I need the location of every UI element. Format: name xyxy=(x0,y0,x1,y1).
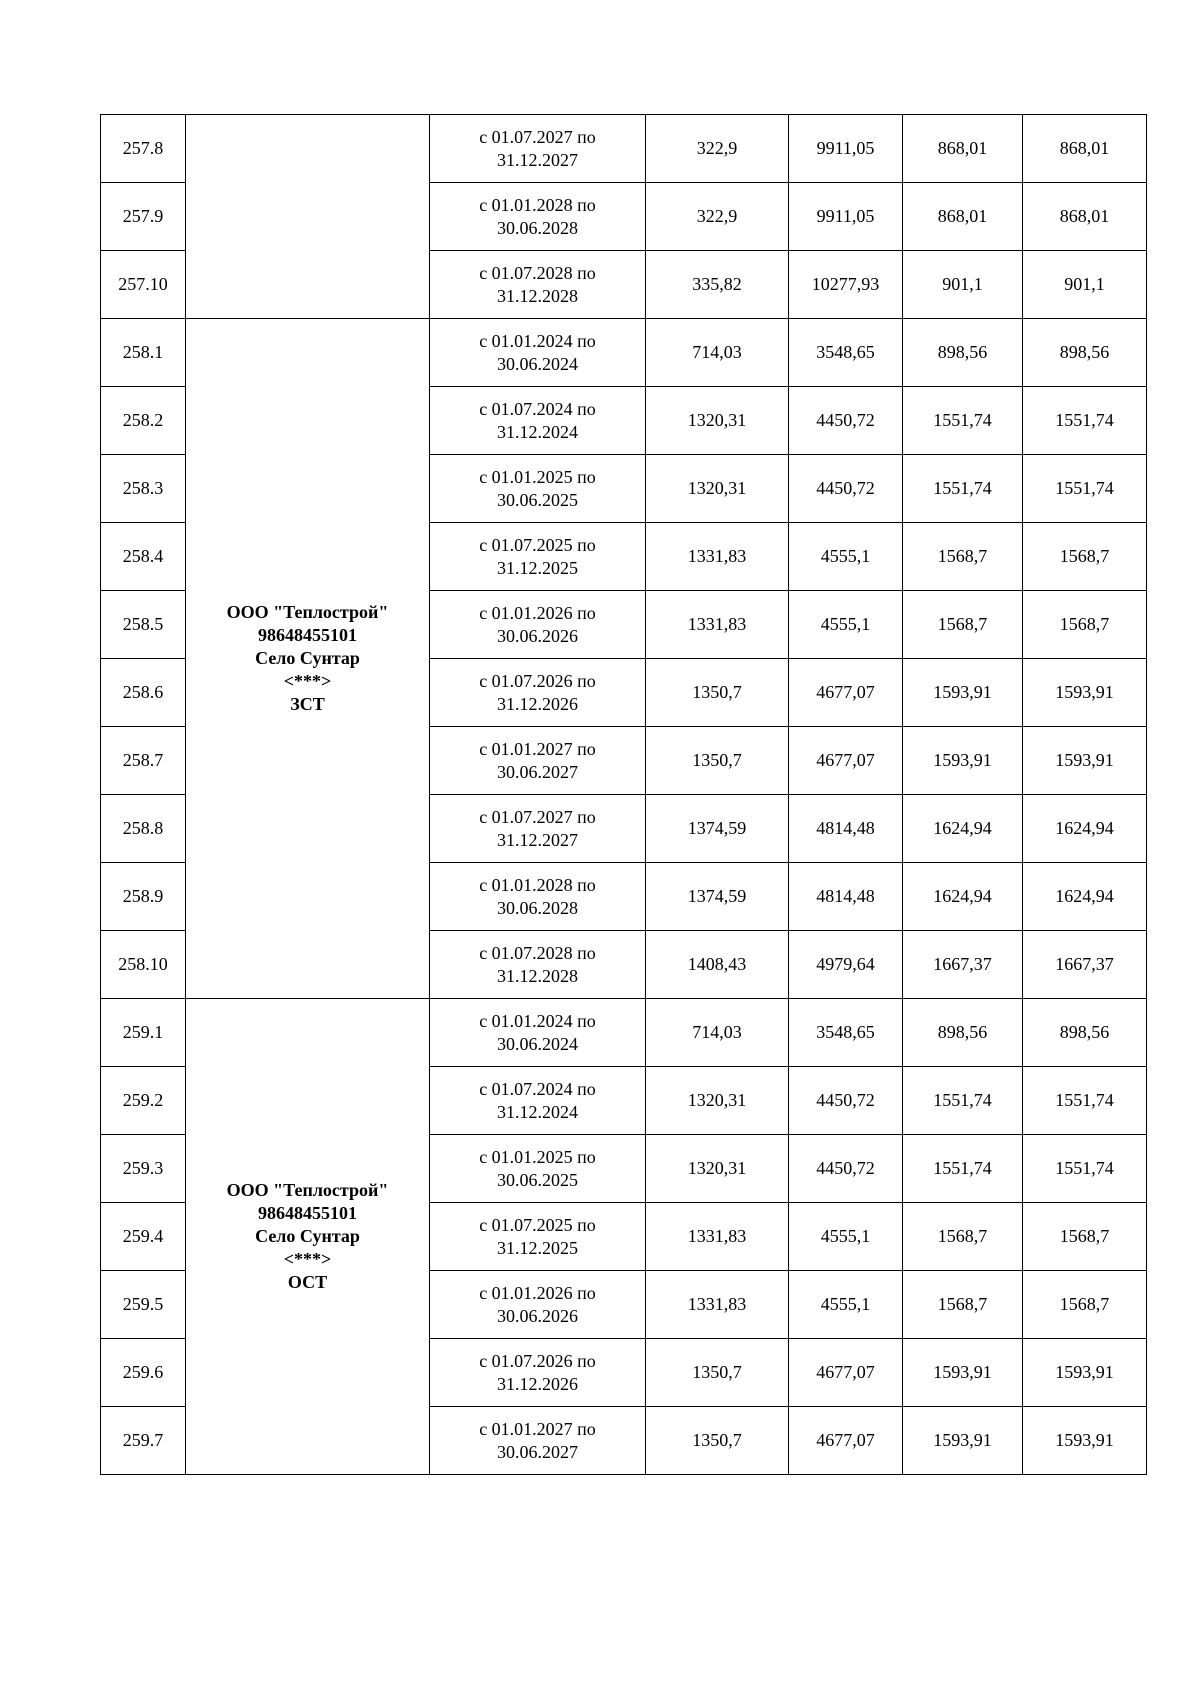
period-cell xyxy=(430,523,646,591)
value-cell-c2: 4677,07 xyxy=(789,1339,903,1407)
value-cell-c2: 4677,07 xyxy=(789,1407,903,1475)
value-cell-c2: 4814,48 xyxy=(789,863,903,931)
period-line: с 01.01.2026 по xyxy=(479,602,596,623)
value-cell-c4: 1551,74 xyxy=(1023,1135,1147,1203)
period-line: 30.06.2027 xyxy=(497,1441,578,1462)
value-cell-c4: 1568,7 xyxy=(1023,1271,1147,1339)
value-cell-c2: 4814,48 xyxy=(789,795,903,863)
value-cell-c4: 1568,7 xyxy=(1023,591,1147,659)
period-line: с 01.01.2027 по xyxy=(479,1418,596,1439)
row-number-cell: 259.3 xyxy=(101,1135,186,1203)
period-line: 30.06.2025 xyxy=(497,1169,578,1190)
period-cell xyxy=(430,795,646,863)
value-cell-c3: 1624,94 xyxy=(903,863,1023,931)
value-cell-c2: 4555,1 xyxy=(789,591,903,659)
value-cell-c3: 1568,7 xyxy=(903,523,1023,591)
row-number-cell: 258.7 xyxy=(101,727,186,795)
row-number-cell: 258.8 xyxy=(101,795,186,863)
row-number-cell: 258.5 xyxy=(101,591,186,659)
period-cell xyxy=(430,387,646,455)
period-line: с 01.07.2027 по xyxy=(479,806,596,827)
value-cell-c1: 1374,59 xyxy=(646,795,789,863)
value-cell-c2: 4450,72 xyxy=(789,1135,903,1203)
value-cell-c1: 1331,83 xyxy=(646,1203,789,1271)
value-cell-c1: 322,9 xyxy=(646,183,789,251)
row-number-cell: 259.6 xyxy=(101,1339,186,1407)
value-cell-c3: 898,56 xyxy=(903,999,1023,1067)
value-cell-c4: 1551,74 xyxy=(1023,1067,1147,1135)
row-number-cell: 259.4 xyxy=(101,1203,186,1271)
value-cell-c4: 1593,91 xyxy=(1023,659,1147,727)
organization-line: ООО "Теплострой" xyxy=(226,602,389,622)
period-line: 31.12.2027 xyxy=(497,829,578,850)
value-cell-c1: 1350,7 xyxy=(646,727,789,795)
organization-line: <***> xyxy=(283,1249,332,1269)
table-row xyxy=(101,319,1147,387)
value-cell-c3: 1568,7 xyxy=(903,1203,1023,1271)
value-cell-c3: 1667,37 xyxy=(903,931,1023,999)
period-cell xyxy=(430,727,646,795)
period-cell xyxy=(430,183,646,251)
organization-line: Село Сунтар xyxy=(255,648,360,668)
value-cell-c4: 1593,91 xyxy=(1023,727,1147,795)
period-line: с 01.07.2028 по xyxy=(479,942,596,963)
period-line: 30.06.2024 xyxy=(497,1033,578,1054)
value-cell-c4: 901,1 xyxy=(1023,251,1147,319)
value-cell-c1: 1320,31 xyxy=(646,1067,789,1135)
period-line: 30.06.2026 xyxy=(497,625,578,646)
value-cell-c3: 868,01 xyxy=(903,183,1023,251)
organization-cell xyxy=(186,115,430,319)
period-cell xyxy=(430,999,646,1067)
period-line: с 01.01.2027 по xyxy=(479,738,596,759)
row-number-cell: 257.8 xyxy=(101,115,186,183)
value-cell-c1: 335,82 xyxy=(646,251,789,319)
value-cell-c3: 1593,91 xyxy=(903,1339,1023,1407)
value-cell-c1: 1350,7 xyxy=(646,659,789,727)
period-cell xyxy=(430,1067,646,1135)
value-cell-c1: 1320,31 xyxy=(646,387,789,455)
table-row xyxy=(101,999,1147,1067)
value-cell-c2: 4677,07 xyxy=(789,659,903,727)
row-number-cell: 258.4 xyxy=(101,523,186,591)
value-cell-c3: 1551,74 xyxy=(903,455,1023,523)
value-cell-c4: 1624,94 xyxy=(1023,795,1147,863)
row-number-cell: 259.7 xyxy=(101,1407,186,1475)
value-cell-c2: 10277,93 xyxy=(789,251,903,319)
value-cell-c1: 1408,43 xyxy=(646,931,789,999)
value-cell-c3: 1551,74 xyxy=(903,387,1023,455)
period-line: с 01.07.2025 по xyxy=(479,534,596,555)
value-cell-c4: 898,56 xyxy=(1023,999,1147,1067)
period-line: с 01.01.2028 по xyxy=(479,874,596,895)
tariff-table-body xyxy=(101,115,1147,1475)
value-cell-c2: 4450,72 xyxy=(789,455,903,523)
value-cell-c2: 3548,65 xyxy=(789,999,903,1067)
value-cell-c3: 868,01 xyxy=(903,115,1023,183)
value-cell-c1: 322,9 xyxy=(646,115,789,183)
period-line: с 01.07.2024 по xyxy=(479,1078,596,1099)
value-cell-c1: 1320,31 xyxy=(646,1135,789,1203)
period-line: с 01.07.2026 по xyxy=(479,670,596,691)
row-number-cell: 258.10 xyxy=(101,931,186,999)
row-number-cell: 258.1 xyxy=(101,319,186,387)
value-cell-c1: 1350,7 xyxy=(646,1407,789,1475)
period-line: с 01.01.2024 по xyxy=(479,330,596,351)
value-cell-c1: 1374,59 xyxy=(646,863,789,931)
value-cell-c3: 1624,94 xyxy=(903,795,1023,863)
value-cell-c1: 714,03 xyxy=(646,319,789,387)
value-cell-c2: 4450,72 xyxy=(789,387,903,455)
organization-cell xyxy=(186,999,430,1475)
value-cell-c4: 898,56 xyxy=(1023,319,1147,387)
period-line: 31.12.2026 xyxy=(497,693,578,714)
period-line: 31.12.2024 xyxy=(497,421,578,442)
value-cell-c3: 1593,91 xyxy=(903,659,1023,727)
period-line: 31.12.2024 xyxy=(497,1101,578,1122)
period-cell xyxy=(430,251,646,319)
value-cell-c2: 9911,05 xyxy=(789,115,903,183)
period-line: с 01.07.2025 по xyxy=(479,1214,596,1235)
value-cell-c1: 714,03 xyxy=(646,999,789,1067)
period-cell xyxy=(430,319,646,387)
value-cell-c4: 1593,91 xyxy=(1023,1407,1147,1475)
value-cell-c2: 9911,05 xyxy=(789,183,903,251)
value-cell-c3: 901,1 xyxy=(903,251,1023,319)
period-cell xyxy=(430,863,646,931)
period-line: с 01.01.2026 по xyxy=(479,1282,596,1303)
value-cell-c2: 4677,07 xyxy=(789,727,903,795)
organization-line: <***> xyxy=(283,671,332,691)
row-number-cell: 258.2 xyxy=(101,387,186,455)
period-cell xyxy=(430,931,646,999)
value-cell-c4: 1568,7 xyxy=(1023,1203,1147,1271)
value-cell-c2: 4555,1 xyxy=(789,1271,903,1339)
value-cell-c3: 1551,74 xyxy=(903,1135,1023,1203)
row-number-cell: 258.3 xyxy=(101,455,186,523)
period-line: 31.12.2026 xyxy=(497,1373,578,1394)
period-cell xyxy=(430,659,646,727)
period-cell xyxy=(430,1339,646,1407)
value-cell-c3: 898,56 xyxy=(903,319,1023,387)
value-cell-c3: 1593,91 xyxy=(903,727,1023,795)
period-cell xyxy=(430,1135,646,1203)
period-line: 30.06.2028 xyxy=(497,897,578,918)
period-line: 30.06.2025 xyxy=(497,489,578,510)
value-cell-c2: 4555,1 xyxy=(789,523,903,591)
period-line: с 01.07.2028 по xyxy=(479,262,596,283)
row-number-cell: 257.10 xyxy=(101,251,186,319)
period-cell xyxy=(430,1407,646,1475)
value-cell-c1: 1331,83 xyxy=(646,523,789,591)
value-cell-c4: 1551,74 xyxy=(1023,387,1147,455)
row-number-cell: 259.2 xyxy=(101,1067,186,1135)
period-line: с 01.07.2024 по xyxy=(479,398,596,419)
period-line: с 01.01.2028 по xyxy=(479,194,596,215)
value-cell-c1: 1331,83 xyxy=(646,591,789,659)
value-cell-c4: 868,01 xyxy=(1023,183,1147,251)
organization-line: ЗСТ xyxy=(290,694,325,714)
value-cell-c4: 1624,94 xyxy=(1023,863,1147,931)
organization-line: ОСТ xyxy=(287,1272,328,1292)
period-line: 30.06.2024 xyxy=(497,353,578,374)
organization-line: 98648455101 xyxy=(258,1203,357,1223)
row-number-cell: 259.1 xyxy=(101,999,186,1067)
period-line: с 01.01.2024 по xyxy=(479,1010,596,1031)
period-cell xyxy=(430,1203,646,1271)
value-cell-c1: 1320,31 xyxy=(646,455,789,523)
row-number-cell: 258.6 xyxy=(101,659,186,727)
value-cell-c3: 1568,7 xyxy=(903,1271,1023,1339)
value-cell-c2: 4450,72 xyxy=(789,1067,903,1135)
period-line: с 01.01.2025 по xyxy=(479,1146,596,1167)
value-cell-c4: 868,01 xyxy=(1023,115,1147,183)
period-line: с 01.07.2027 по xyxy=(479,126,596,147)
value-cell-c3: 1593,91 xyxy=(903,1407,1023,1475)
row-number-cell: 257.9 xyxy=(101,183,186,251)
value-cell-c3: 1568,7 xyxy=(903,591,1023,659)
value-cell-c4: 1551,74 xyxy=(1023,455,1147,523)
period-line: 31.12.2025 xyxy=(497,1237,578,1258)
value-cell-c1: 1331,83 xyxy=(646,1271,789,1339)
value-cell-c4: 1667,37 xyxy=(1023,931,1147,999)
period-line: 31.12.2028 xyxy=(497,285,578,306)
organization-line: ООО "Теплострой" xyxy=(226,1180,389,1200)
period-cell xyxy=(430,1271,646,1339)
value-cell-c3: 1551,74 xyxy=(903,1067,1023,1135)
period-line: 31.12.2027 xyxy=(497,149,578,170)
row-number-cell: 258.9 xyxy=(101,863,186,931)
row-number-cell: 259.5 xyxy=(101,1271,186,1339)
organization-line: Село Сунтар xyxy=(255,1226,360,1246)
value-cell-c2: 4979,64 xyxy=(789,931,903,999)
period-line: 30.06.2028 xyxy=(497,217,578,238)
period-cell xyxy=(430,591,646,659)
tariff-table xyxy=(100,114,1147,1475)
period-line: с 01.01.2025 по xyxy=(479,466,596,487)
organization-cell xyxy=(186,319,430,999)
value-cell-c4: 1593,91 xyxy=(1023,1339,1147,1407)
period-line: 31.12.2028 xyxy=(497,965,578,986)
period-line: 30.06.2027 xyxy=(497,761,578,782)
value-cell-c2: 4555,1 xyxy=(789,1203,903,1271)
period-line: 31.12.2025 xyxy=(497,557,578,578)
organization-line: 98648455101 xyxy=(258,625,357,645)
value-cell-c1: 1350,7 xyxy=(646,1339,789,1407)
period-cell xyxy=(430,455,646,523)
period-cell xyxy=(430,115,646,183)
table-row xyxy=(101,115,1147,183)
period-line: с 01.07.2026 по xyxy=(479,1350,596,1371)
value-cell-c2: 3548,65 xyxy=(789,319,903,387)
value-cell-c4: 1568,7 xyxy=(1023,523,1147,591)
period-line: 30.06.2026 xyxy=(497,1305,578,1326)
